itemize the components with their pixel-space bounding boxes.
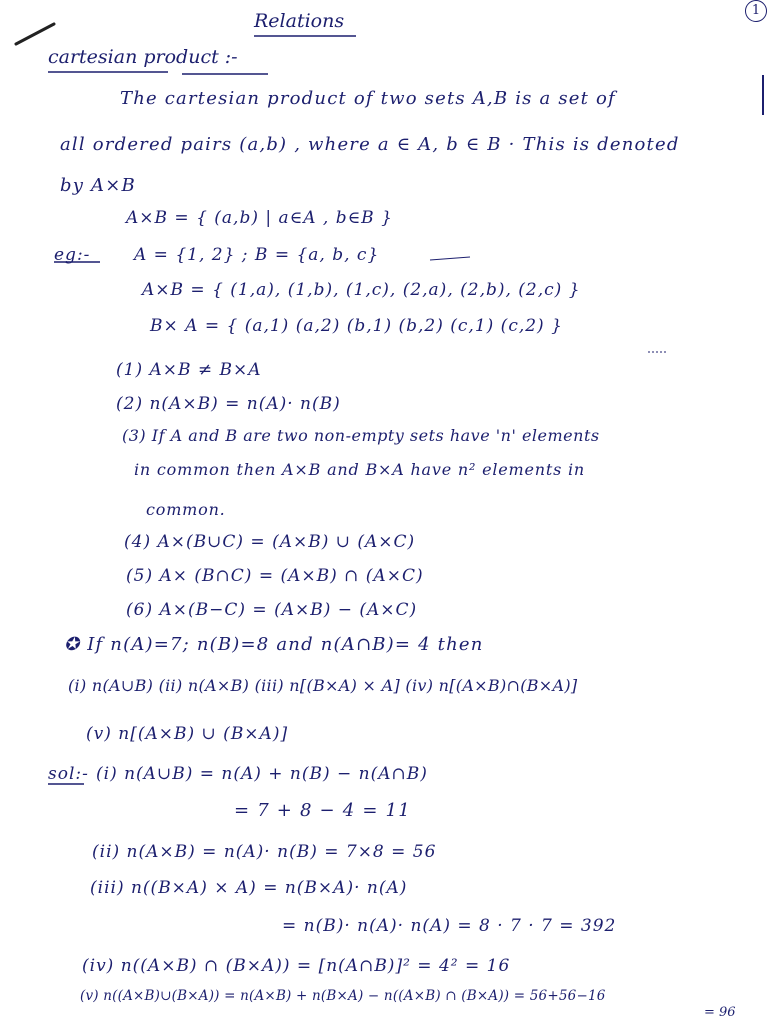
definition-line-2: all ordered pairs (a,b) , where a ∈ A, b ∈ B · This is denoted bbox=[60, 134, 680, 155]
solution-label: sol:- bbox=[48, 764, 89, 784]
cartesian-formula: A×B = { (a,b) | a∈A , b∈B } bbox=[126, 208, 393, 228]
solution-line-8: = 96 bbox=[704, 1005, 736, 1020]
problem-statement: ✪ If n(A)=7; n(B)=8 and n(A∩B)= 4 then bbox=[64, 634, 484, 655]
page-title: Relations bbox=[254, 10, 345, 32]
property-6: (6) A×(B−C) = (A×B) − (A×C) bbox=[126, 600, 418, 620]
problem-parts-2: (v) n[(A×B) ∪ (B×A)] bbox=[86, 724, 289, 744]
page-number-badge: 1 bbox=[745, 0, 767, 22]
problem-parts-1: (i) n(A∪B) (ii) n(A×B) (iii) n[(B×A) × A] (iv) n[(A×B)∩(B×A)] bbox=[68, 676, 578, 695]
example-label: eg:- bbox=[54, 245, 91, 265]
property-3-end: common. bbox=[146, 500, 226, 519]
pen-mark bbox=[16, 24, 54, 44]
stray-mark bbox=[430, 257, 470, 260]
solution-line-1: (i) n(A∪B) = n(A) + n(B) − n(A∩B) bbox=[96, 764, 428, 784]
solution-line-3: (ii) n(A×B) = n(A)· n(B) = 7×8 = 56 bbox=[92, 842, 437, 862]
definition-line-3: by A×B bbox=[60, 175, 136, 196]
example-line-3: B× A = { (a,1) (a,2) (b,1) (b,2) (c,1) (c,2) } bbox=[150, 316, 563, 336]
example-line-1: A = {1, 2} ; B = {a, b, c} bbox=[134, 245, 380, 265]
solution-line-6: (iv) n((A×B) ∩ (B×A)) = [n(A∩B)]² = 4² = 16 bbox=[82, 956, 511, 976]
example-line-2: A×B = { (1,a), (1,b), (1,c), (2,a), (2,b), (2,c) } bbox=[142, 280, 581, 300]
property-4: (4) A×(B∪C) = (A×B) ∪ (A×C) bbox=[124, 532, 416, 552]
solution-line-7: (v) n((A×B)∪(B×A)) = n(A×B) + n(B×A) − n((A×B) ∩ (B×A)) = 56+56−16 bbox=[80, 988, 606, 1004]
margin-line bbox=[762, 75, 764, 115]
property-3: (3) If A and B are two non-empty sets have 'n' elements bbox=[122, 426, 600, 445]
solution-line-4: (iii) n((B×A) × A) = n(B×A)· n(A) bbox=[90, 878, 408, 898]
property-1: (1) A×B ≠ B×A bbox=[116, 360, 262, 380]
section-heading: cartesian product :- bbox=[48, 46, 238, 68]
property-2: (2) n(A×B) = n(A)· n(B) bbox=[116, 394, 341, 414]
solution-line-5: = n(B)· n(A)· n(A) = 8 · 7 · 7 = 392 bbox=[282, 916, 617, 936]
definition-line-1: The cartesian product of two sets A,B is a set of bbox=[120, 88, 616, 109]
property-5: (5) A× (B∩C) = (A×B) ∩ (A×C) bbox=[126, 566, 424, 586]
solution-line-2: = 7 + 8 − 4 = 11 bbox=[234, 800, 411, 821]
property-3-cont: in common then A×B and B×A have n² elements in bbox=[134, 460, 586, 479]
